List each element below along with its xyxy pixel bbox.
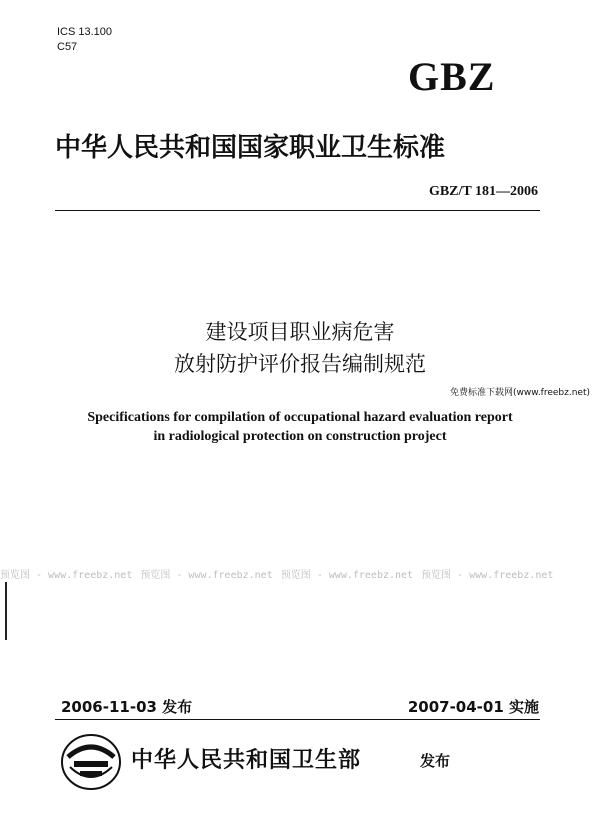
- ccs-code: C57: [57, 41, 78, 53]
- cn-title-line-2: 放射防护评价报告编制规范: [174, 352, 426, 376]
- implement-date: 2007-04-01 实施: [407, 698, 539, 716]
- watermark-text: 预览图 - www.freebz.net: [280, 569, 414, 581]
- scan-edge-mark: [5, 582, 7, 640]
- standard-name: 中华人民共和国国家职业卫生标准: [55, 133, 446, 163]
- header-divider: [55, 210, 540, 211]
- en-title-line-1: Specifications for compilation of occupational hazard evaluation report: [87, 410, 513, 425]
- standard-number: GBZ/T 181—2006: [428, 184, 538, 199]
- watermark-text: 预览图 - www.freebz.net: [421, 569, 554, 581]
- watermark-band: [0, 560, 600, 586]
- ics-code: ICS 13.100: [57, 26, 113, 38]
- footer-divider: [55, 719, 540, 720]
- gbz-mark: GBZ: [408, 54, 496, 99]
- issue-label: 发布: [420, 752, 451, 770]
- issue-date: 2006-11-03 发布: [61, 698, 193, 716]
- cn-title-line-1: 建设项目职业病危害: [205, 320, 395, 344]
- publisher-seal-icon: [60, 731, 122, 793]
- watermark-text: 预览图 - www.freebz.net: [0, 569, 133, 581]
- source-note: 免费标准下载网(www.freebz.net): [450, 388, 590, 398]
- issuer-name: 中华人民共和国卫生部: [131, 748, 362, 773]
- en-title-line-2: in radiological protection on construction project: [153, 429, 447, 444]
- watermark-text: 预览图 - www.freebz.net: [140, 569, 273, 581]
